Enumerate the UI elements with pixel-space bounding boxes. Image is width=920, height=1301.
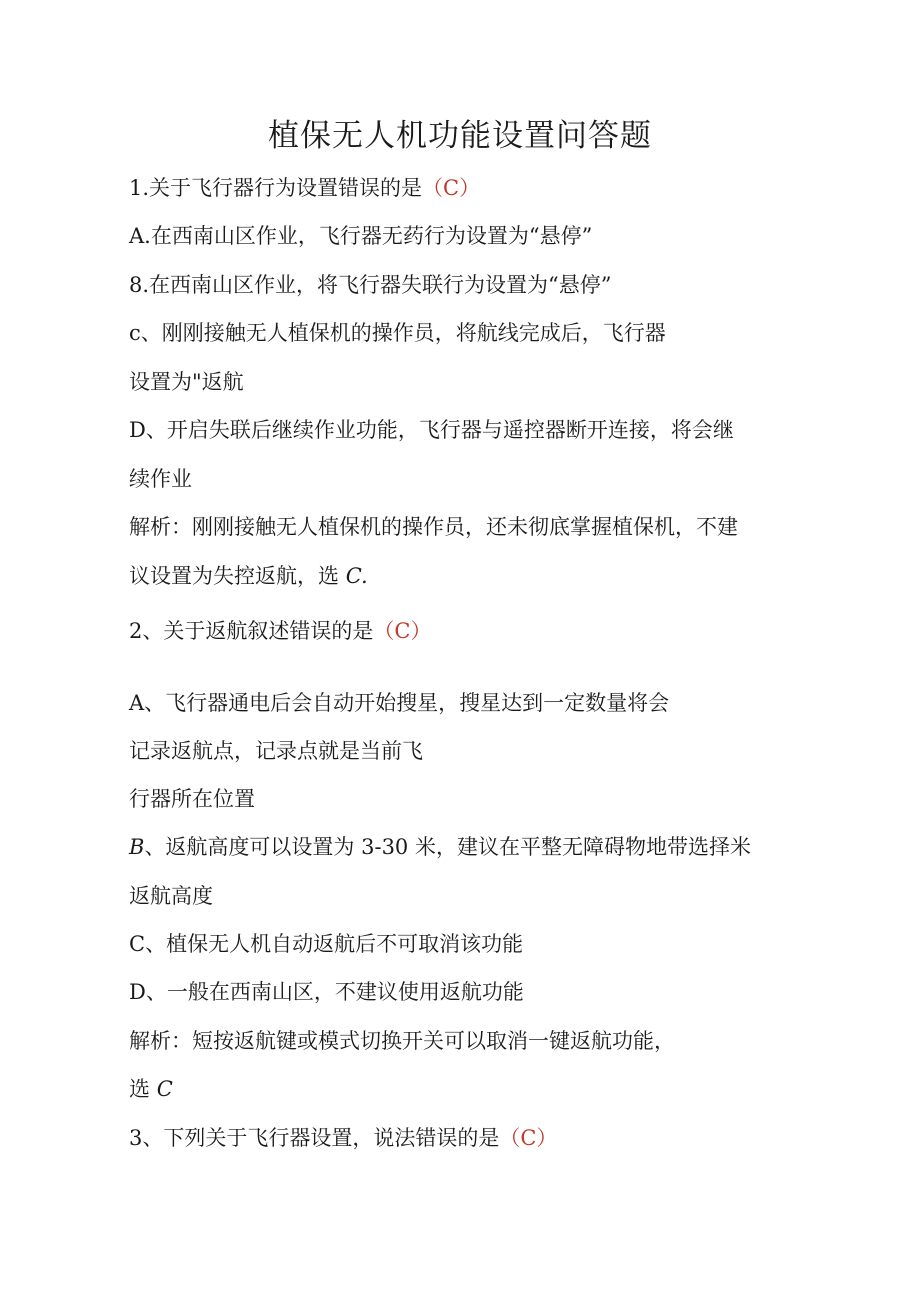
question-1-option-d-line-2: 续作业 (129, 467, 192, 491)
question-2-option-b-text: 、返航高度可以设置为 3-30 米，建议在平整无障碍物地带选择米 (144, 835, 751, 859)
question-1-option-c-line-2: 设置为"返航 (129, 370, 244, 394)
question-2-analysis-line-2 (129, 1073, 173, 1105)
question-2-analysis-text: 选 (129, 1077, 157, 1101)
question-1-option-c-line-1: c、刚刚接触无人植保机的操作员，将航线完成后，飞行器 (129, 321, 666, 345)
question-1-analysis-text: 议设置为失控返航，选 (129, 564, 346, 588)
question-1-answer: （C） (422, 176, 481, 200)
question-1-option-d-line-1: D、开启失联后继续作业功能，飞行器与遥控器断开连接，将会继 (129, 418, 734, 442)
question-1-option-b: 8.在西南山区作业，将飞行器失联行为设置为“悬停” (129, 273, 612, 297)
question-2-option-b-line-1 (129, 831, 751, 863)
question-2-option-a-line-1: A、飞行器通电后会自动开始搜星，搜星达到一定数量将会 (129, 691, 670, 715)
question-2-option-b-line-2: 返航高度 (129, 884, 213, 908)
question-1-text: 1.关于飞行器行为设置错误的是 (129, 176, 423, 200)
question-2-option-a-line-3: 行器所在位置 (129, 787, 255, 811)
question-1-option-a: A.在西南山区作业，飞行器无药行为设置为“悬停” (129, 224, 593, 248)
question-1-stem (129, 172, 480, 204)
question-3-text: 3、下列关于飞行器设置，说法错误的是 (129, 1126, 500, 1150)
question-1-analysis-line-1: 解析：刚刚接触无人植保机的操作员，还未彻底掌握植保机，不建 (129, 515, 738, 539)
page-title: 植保无人机功能设置问答题 (268, 118, 652, 154)
question-2-option-c: C、植保无人机自动返航后不可取消该功能 (129, 932, 524, 956)
question-3-answer: （C） (499, 1126, 558, 1150)
question-2-answer: （C） (373, 619, 432, 643)
question-3-stem (129, 1122, 557, 1154)
question-2-text: 2、关于返航叙述错误的是 (129, 619, 374, 643)
question-2-option-a-line-2: 记录返航点，记录点就是当前飞 (129, 739, 423, 763)
question-2-analysis-line-1: 解析：短按返航键或模式切换开关可以取消一键返航功能， (129, 1029, 675, 1053)
question-2-analysis-choice: C (156, 1077, 173, 1101)
question-1-analysis-line-2 (129, 560, 368, 592)
question-2-option-d: D、一般在西南山区，不建议使用返航功能 (129, 980, 524, 1004)
question-2-option-b-label: B (129, 835, 145, 859)
question-1-analysis-choice: C. (345, 564, 368, 588)
question-2-stem (129, 615, 431, 647)
